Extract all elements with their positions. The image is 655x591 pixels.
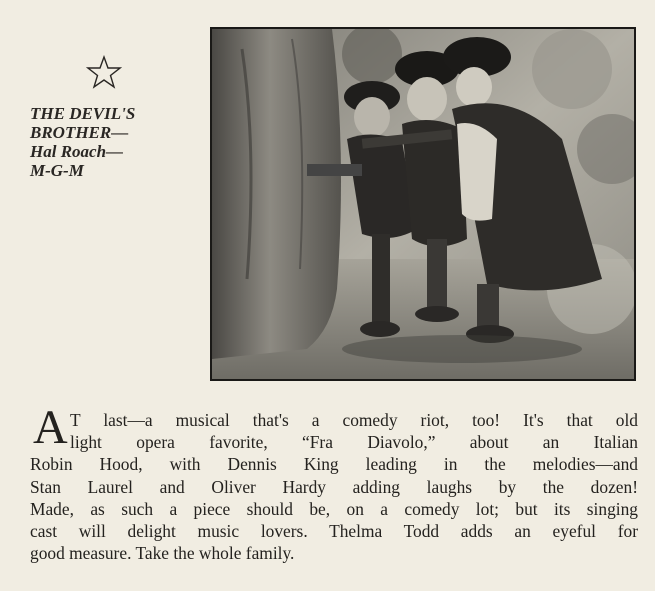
body-line: T last—a musical that's a comedy riot, too! It's that old <box>70 410 638 430</box>
body-line: Robin Hood, with Dennis King leading in the melodies—and <box>30 454 638 475</box>
body-line: good measure. Take the whole family. <box>30 543 295 564</box>
review-body-text <box>30 409 638 564</box>
body-line: light opera favorite, “Fra Diavolo,” about an Italian <box>70 432 638 453</box>
film-still-photo <box>210 27 636 381</box>
film-title-line2: BROTHER— <box>30 123 129 142</box>
film-distributor: M-G-M <box>30 161 84 180</box>
film-title-line1: THE DEVIL'S <box>30 104 136 123</box>
film-caption <box>30 104 200 180</box>
star-outline-icon <box>86 55 122 89</box>
film-still-image <box>212 29 634 379</box>
drop-cap-letter: A <box>33 401 68 454</box>
body-line: Stan Laurel and Oliver Hardy adding laughs by the dozen! <box>30 476 638 497</box>
body-line: Made, as such a piece should be, on a comedy lot; but its singing <box>30 498 638 519</box>
body-line: cast will delight music lovers. Thelma Todd adds an eyeful for <box>30 521 638 542</box>
film-producer: Hal Roach— <box>30 142 124 161</box>
